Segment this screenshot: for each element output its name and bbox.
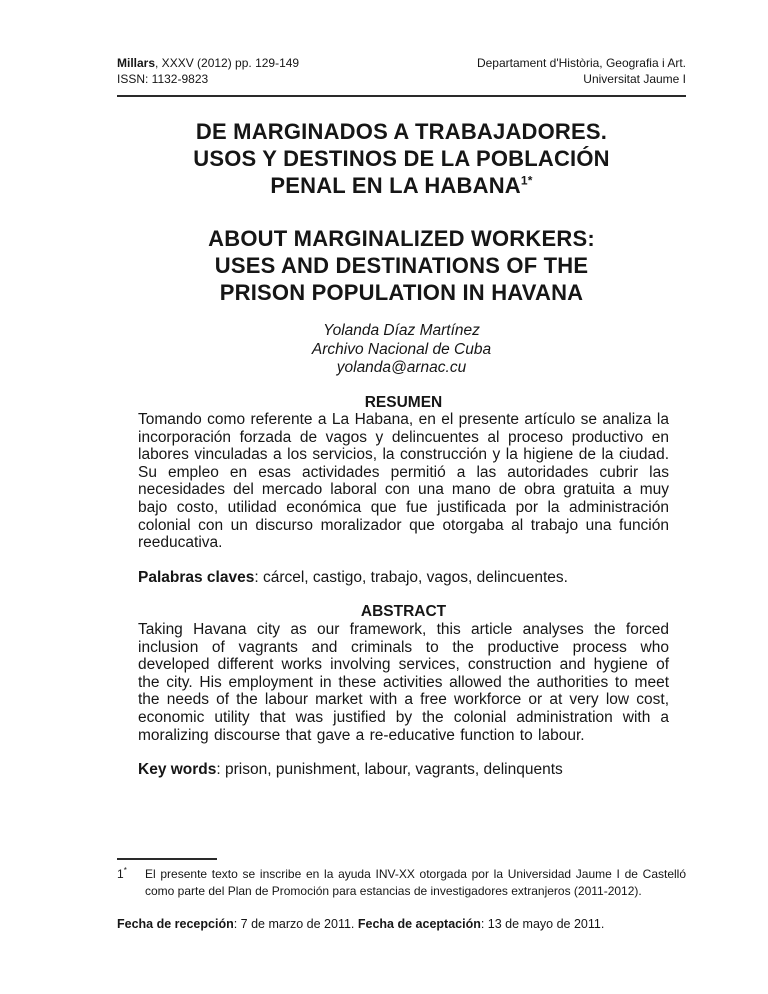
reception-date-label: Fecha de recepción: [117, 917, 234, 931]
journal-issue-info: , XXXV (2012) pp. 129-149: [155, 56, 300, 70]
resumen-keywords-list: : cárcel, castigo, trabajo, vagos, delincuentes.: [254, 568, 568, 586]
department-name: Departament d'Història, Geografia i Art.: [476, 56, 686, 70]
title-spanish-line-2: USOS Y DESTINOS DE LA POBLACIÓN: [193, 146, 610, 171]
footnote-marker-asterisk: *: [123, 866, 127, 875]
journal-header-right: [477, 56, 686, 87]
abstract-keywords-list: : prison, punishment, labour, vagrants, delinquents: [216, 761, 563, 779]
footnote-text: El presente texto se inscribe en la ayuda INV-XX otorgada por la Universidad Jaume I de Castelló como parte del Plan de Promoción para estancias de investigadores extranjeros (2011-2012).: [145, 867, 686, 898]
acceptance-date-label: Fecha de aceptación: [357, 917, 481, 931]
title-english-line-1: ABOUT MARGINALIZED WORKERS:: [208, 226, 595, 251]
title-spanish: [117, 118, 686, 199]
reception-date-value: : 7 de marzo de 2011.: [233, 917, 358, 931]
title-spanish-line-1: DE MARGINADOS A TRABAJADORES.: [195, 119, 608, 144]
dates-line: [117, 916, 686, 932]
header-divider: [117, 95, 686, 97]
resumen-section: [138, 394, 669, 587]
journal-header: [117, 56, 686, 87]
title-english-line-3: PRISON POPULATION IN HAVANA: [219, 280, 584, 305]
abstract-keywords-label: Key words: [138, 761, 217, 779]
author-affiliation: Archivo Nacional de Cuba: [311, 340, 492, 358]
journal-name: Millars: [117, 56, 156, 70]
acceptance-date-value: : 13 de mayo de 2011.: [480, 917, 605, 931]
author-name: Yolanda Díaz Martínez: [323, 322, 480, 339]
journal-header-left: [117, 56, 299, 87]
resumen-keywords-label: Palabras claves: [138, 568, 255, 586]
resumen-keywords: [138, 569, 669, 587]
university-name: Universitat Jaume I: [583, 71, 686, 86]
page-footer-block: [117, 858, 686, 932]
title-english-line-2: USES AND DESTINATIONS OF THE: [214, 253, 589, 278]
journal-issn: ISSN: 1132-9823: [117, 71, 209, 86]
abstract-heading: ABSTRACT: [360, 603, 447, 621]
title-spanish-line-3: [117, 172, 686, 199]
resumen-body: Tomando como referente a La Habana, en el presente artículo se analiza la incorporación forzada de vagos y delincuentes al proceso productivo en labores vinculadas a los servicios, la construcción y la higiene de la ciudad. Su empleo en esas actividades permitió a las autoridades cubrir las necesidades del mercado laboral con una mano de obra gratuita a muy bajo costo, utilidad económica que fue justificada por la administración colonial con un discurso moralizador que otorgaba al trabajo una función reeducativa.: [138, 411, 669, 552]
journal-citation: [117, 56, 299, 72]
footnote-divider: [117, 858, 217, 860]
footnote-marker-number: 1: [117, 867, 124, 881]
title-footnote-ref: 1*: [520, 173, 533, 188]
footnote: [117, 866, 686, 900]
abstract-section: [138, 603, 669, 778]
author-email: yolanda@arnac.cu: [336, 359, 467, 376]
author-block: [117, 322, 686, 378]
footnote-marker: [117, 866, 127, 883]
resumen-heading: RESUMEN: [364, 393, 443, 411]
abstract-body: Taking Havana city as our framework, this article analyses the forced inclusion of vagrants and criminals to the productive process who developed different works involving services, construction and hygiene of the city. His employment in these activities allowed the authorities to meet the needs of the labour market with a free workforce or at very low cost, economic utility that was justified by the colonial administration with a moralizing discourse that gave a re-educative function to labour.: [138, 621, 669, 744]
abstract-keywords: [138, 761, 669, 779]
title-english: [117, 225, 686, 306]
title-spanish-line-3-text: PENAL EN LA HABANA: [270, 173, 521, 198]
